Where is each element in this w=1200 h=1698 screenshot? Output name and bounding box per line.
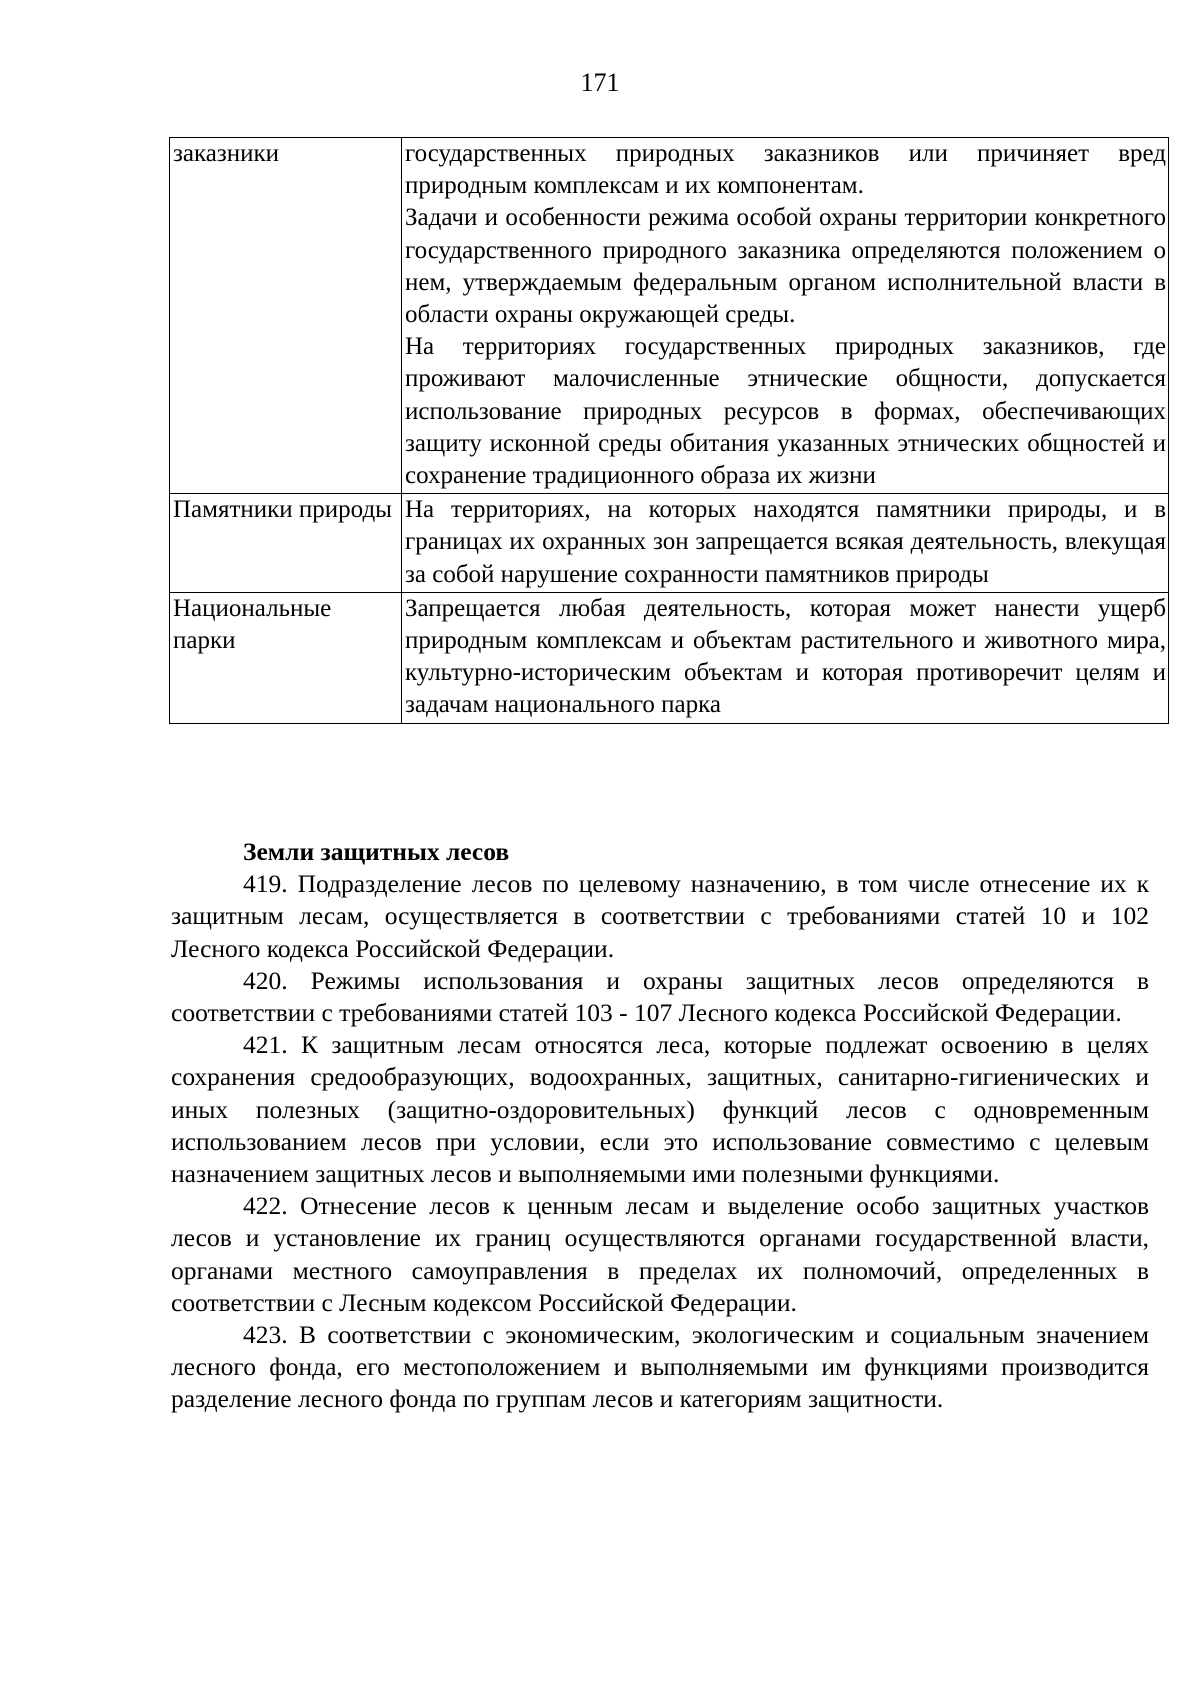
protected-areas-table — [169, 137, 1169, 724]
table-paragraph: государственных природных заказников или причиняет вред природным комплексам и их компонентам. — [405, 140, 1166, 200]
table-paragraph: Запрещается любая деятельность, которая может нанести ущерб природным комплексам и объектам растительного и животного мира, культурно-историческим объектам и которая противоречит целям и задачам национального парка — [405, 594, 1166, 719]
table-description-cell — [402, 592, 1169, 723]
table-category-cell: Национальные парки — [170, 592, 402, 723]
table-paragraph: На территориях, на которых находятся памятники природы, и в границах их охранных зон запрещается всякая деятельность, влекущая за собой нарушение сохранности памятников природы — [405, 496, 1166, 588]
table-paragraph: На территориях государственных природных заказников, где проживают малочисленные этнические общности, допускается использование природных ресурсов в формах, обеспечивающих защиту исконной среды обитания указанных этнических общностей и сохранение традиционного образа их жизни — [405, 333, 1166, 490]
table-description-cell — [402, 138, 1169, 494]
document-body — [171, 836, 1149, 1416]
paragraph-423: 423. В соответствии с экономическим, экологическим и социальным значением лесного фонда, его местоположением и выполняемыми им функциями производится разделение лесного фонда по группам лесов и категориям защитности. — [171, 1320, 1149, 1414]
section-heading: Земли защитных лесов — [243, 837, 510, 866]
page-number: 171 — [580, 68, 620, 97]
table-category-cell: Памятники природы — [170, 494, 402, 593]
paragraph-420: 420. Режимы использования и охраны защитных лесов определяются в соответствии с требованиями статей 103 - 107 Лесного кодекса Российской Федерации. — [171, 965, 1149, 1028]
paragraph-421: 421. К защитным лесам относятся леса, которые подлежат освоению в целях сохранения средообразующих, водоохранных, защитных, санитарно-гигиенических и иных полезных (защитно-оздоровительных) функций лесов с одновременным использованием лесов при условии, если это использование совместимо с целевым назначением защитных лесов и выполняемыми ими полезными функциями. — [171, 1030, 1149, 1189]
table-row — [170, 138, 1169, 494]
table-paragraph: Задачи и особенности режима особой охраны территории конкретного государственного природного заказника определяются положением о нем, утверждаемым федеральным органом исполнительной власти в области охраны окружающей среды. — [405, 204, 1166, 329]
table-row — [170, 494, 1169, 593]
paragraph-419: 419. Подразделение лесов по целевому назначению, в том числе отнесение их к защитным лесам, осуществляется в соответствии с требованиями статей 10 и 102 Лесного кодекса Российской Федерации. — [171, 869, 1149, 963]
paragraph-422: 422. Отнесение лесов к ценным лесам и выделение особо защитных участков лесов и установление их границ осуществляются органами государственной власти, органами местного самоуправления в пределах их полномочий, определенных в соответствии с Лесным кодексом Российской Федерации. — [171, 1191, 1149, 1317]
table-row — [170, 592, 1169, 723]
table-category-cell: заказники — [170, 138, 402, 494]
table-description-cell — [402, 494, 1169, 593]
